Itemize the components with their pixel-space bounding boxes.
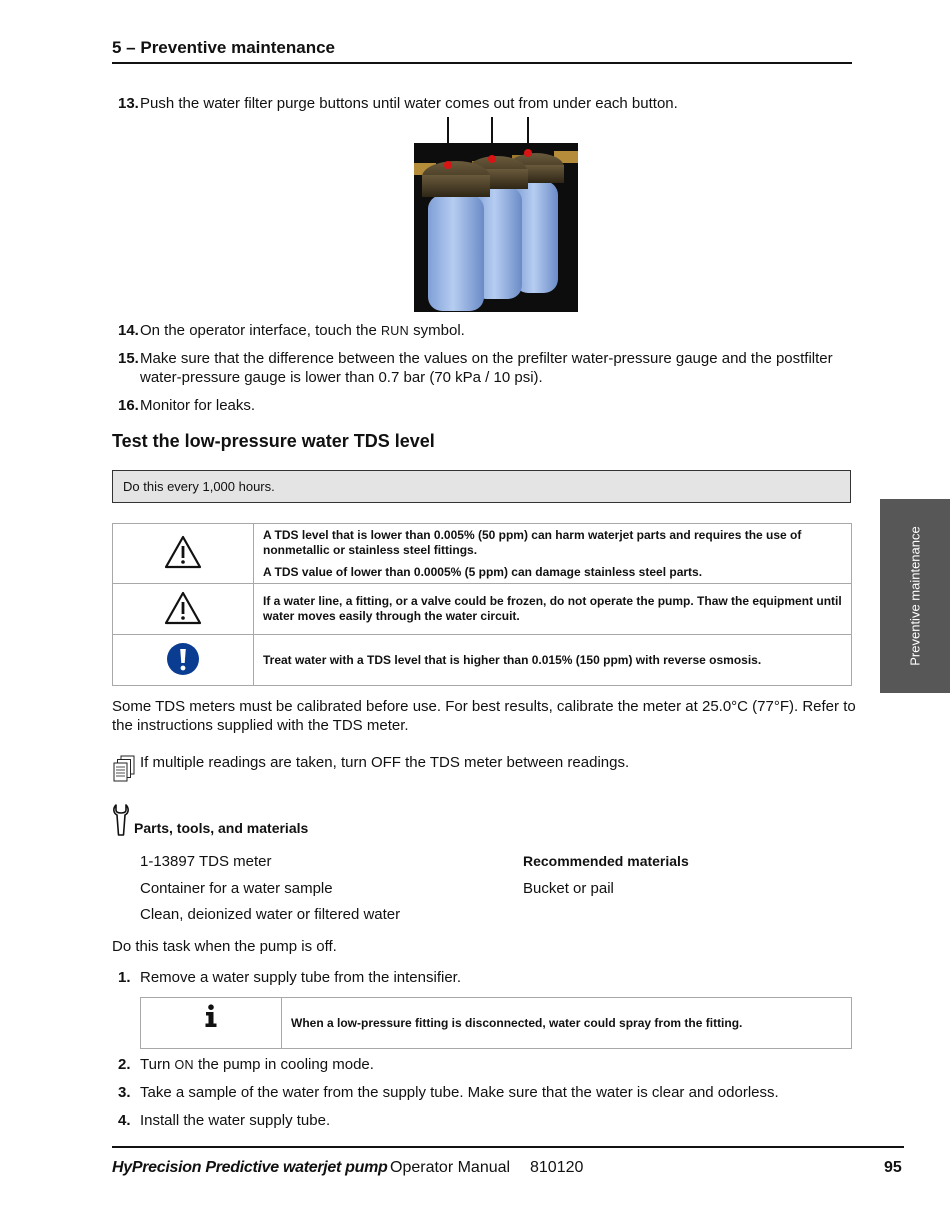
tds-section-heading: Test the low-pressure water TDS level bbox=[112, 431, 435, 451]
warning-text: If a water line, a fitting, or a valve could be frozen, do not operate the pump. Thaw the equipment until water moves easily through the water circuit. bbox=[263, 594, 842, 623]
section-title: 5 – Preventive maintenance bbox=[112, 38, 336, 57]
step-1 bbox=[118, 968, 853, 987]
step-number: 4. bbox=[118, 1112, 131, 1129]
step-text: Make sure that the difference between the values on the prefilter water-pressure gauge and the postfilter water-pressure gauge is lower than 0.7 bar (70 kPa / 10 psi). bbox=[140, 350, 833, 386]
footer-doc-number: 810120 bbox=[530, 1159, 584, 1176]
footer-product: HyPrecision Predictive waterjet pump bbox=[112, 1159, 388, 1176]
warning-text: A TDS level that is lower than 0.005% (50 ppm) can harm waterjet parts and requires the use of nonmetallic or stainless steel fittings. bbox=[263, 527, 802, 557]
interval-notice: Do this every 1,000 hours. bbox=[112, 470, 851, 503]
notice-row bbox=[113, 635, 852, 686]
step-2 bbox=[118, 1055, 853, 1075]
info-text-cell bbox=[282, 998, 852, 1049]
notice-text-cell bbox=[254, 635, 852, 686]
step-text: Monitor for leaks. bbox=[140, 397, 256, 414]
step-number: 2. bbox=[118, 1056, 131, 1073]
step-text: Remove a water supply tube from the intensifier. bbox=[140, 969, 461, 986]
info-table bbox=[140, 997, 852, 1049]
warnings-table bbox=[112, 523, 852, 686]
parts-item: Container for a water sample bbox=[140, 880, 333, 897]
info-row bbox=[141, 998, 852, 1049]
step-number: 15. bbox=[118, 350, 139, 367]
footer-doc: Operator Manual bbox=[390, 1159, 511, 1176]
step-number: 1. bbox=[118, 969, 131, 986]
step-15 bbox=[118, 349, 853, 387]
info-text: When a low-pressure fitting is disconnected, water could spray from the fitting. bbox=[291, 1015, 743, 1030]
water-filters-photo bbox=[414, 143, 578, 312]
warning-triangle-icon bbox=[163, 534, 203, 570]
page-number: 95 bbox=[884, 1159, 902, 1176]
on-keyword: ON bbox=[174, 1058, 194, 1072]
step-number: 14. bbox=[118, 322, 139, 339]
warning-row bbox=[113, 584, 852, 635]
section-header bbox=[112, 36, 852, 64]
pump-off-text: Do this task when the pump is off. bbox=[112, 938, 337, 955]
note-pages-icon bbox=[112, 755, 136, 783]
notice-text: Treat water with a TDS level that is higher than 0.015% (150 ppm) with reverse osmosis. bbox=[263, 652, 762, 667]
warning-icon-cell bbox=[113, 584, 254, 635]
step-number: 16. bbox=[118, 397, 139, 414]
step-13 bbox=[118, 94, 853, 113]
notice-circle-icon bbox=[166, 642, 200, 676]
info-icon bbox=[204, 1004, 218, 1028]
parts-item: Clean, deionized water or filtered water bbox=[140, 906, 401, 923]
calibration-paragraph: Some TDS meters must be calibrated before use. For best results, calibrate the meter at 25.0°C (77°F). Refer to the instructions supplied with the TDS meter. bbox=[112, 698, 856, 734]
chapter-side-tab bbox=[880, 499, 950, 693]
step-text: Turn ON the pump in cooling mode. bbox=[140, 1056, 374, 1073]
parts-item: 1-13897 TDS meter bbox=[140, 853, 272, 870]
parts-heading: Parts, tools, and materials bbox=[134, 820, 309, 836]
warning-row bbox=[113, 524, 852, 584]
side-tab-label: Preventive maintenance bbox=[907, 526, 923, 666]
step-text: Take a sample of the water from the supply tube. Make sure that the water is clear and odorless. bbox=[140, 1084, 779, 1101]
recommended-item: Bucket or pail bbox=[523, 880, 614, 897]
warning-text-cell bbox=[254, 524, 852, 584]
note-text: If multiple readings are taken, turn OFF the TDS meter between readings. bbox=[140, 754, 630, 771]
step-text: Push the water filter purge buttons until water comes out from under each button. bbox=[140, 95, 678, 112]
recommended-heading: Recommended materials bbox=[523, 853, 689, 869]
run-keyword: RUN bbox=[380, 324, 409, 338]
warning-text-cell bbox=[254, 584, 852, 635]
step-number: 13. bbox=[118, 95, 139, 112]
warning-icon-cell bbox=[113, 524, 254, 584]
step-4 bbox=[118, 1111, 853, 1130]
wrench-icon bbox=[112, 803, 130, 837]
step-16 bbox=[118, 396, 853, 415]
step-text: On the operator interface, touch the RUN symbol. bbox=[140, 322, 465, 339]
warning-text: A TDS value of lower than 0.0005% (5 ppm) can damage stainless steel parts. bbox=[263, 564, 703, 579]
info-icon-cell bbox=[141, 998, 282, 1049]
warning-triangle-icon bbox=[163, 590, 203, 626]
footer-rule bbox=[112, 1146, 904, 1148]
step-text: Install the water supply tube. bbox=[140, 1112, 331, 1129]
step-number: 3. bbox=[118, 1084, 131, 1101]
step-14 bbox=[118, 321, 853, 341]
step-3 bbox=[118, 1083, 853, 1102]
notice-icon-cell bbox=[113, 635, 254, 686]
